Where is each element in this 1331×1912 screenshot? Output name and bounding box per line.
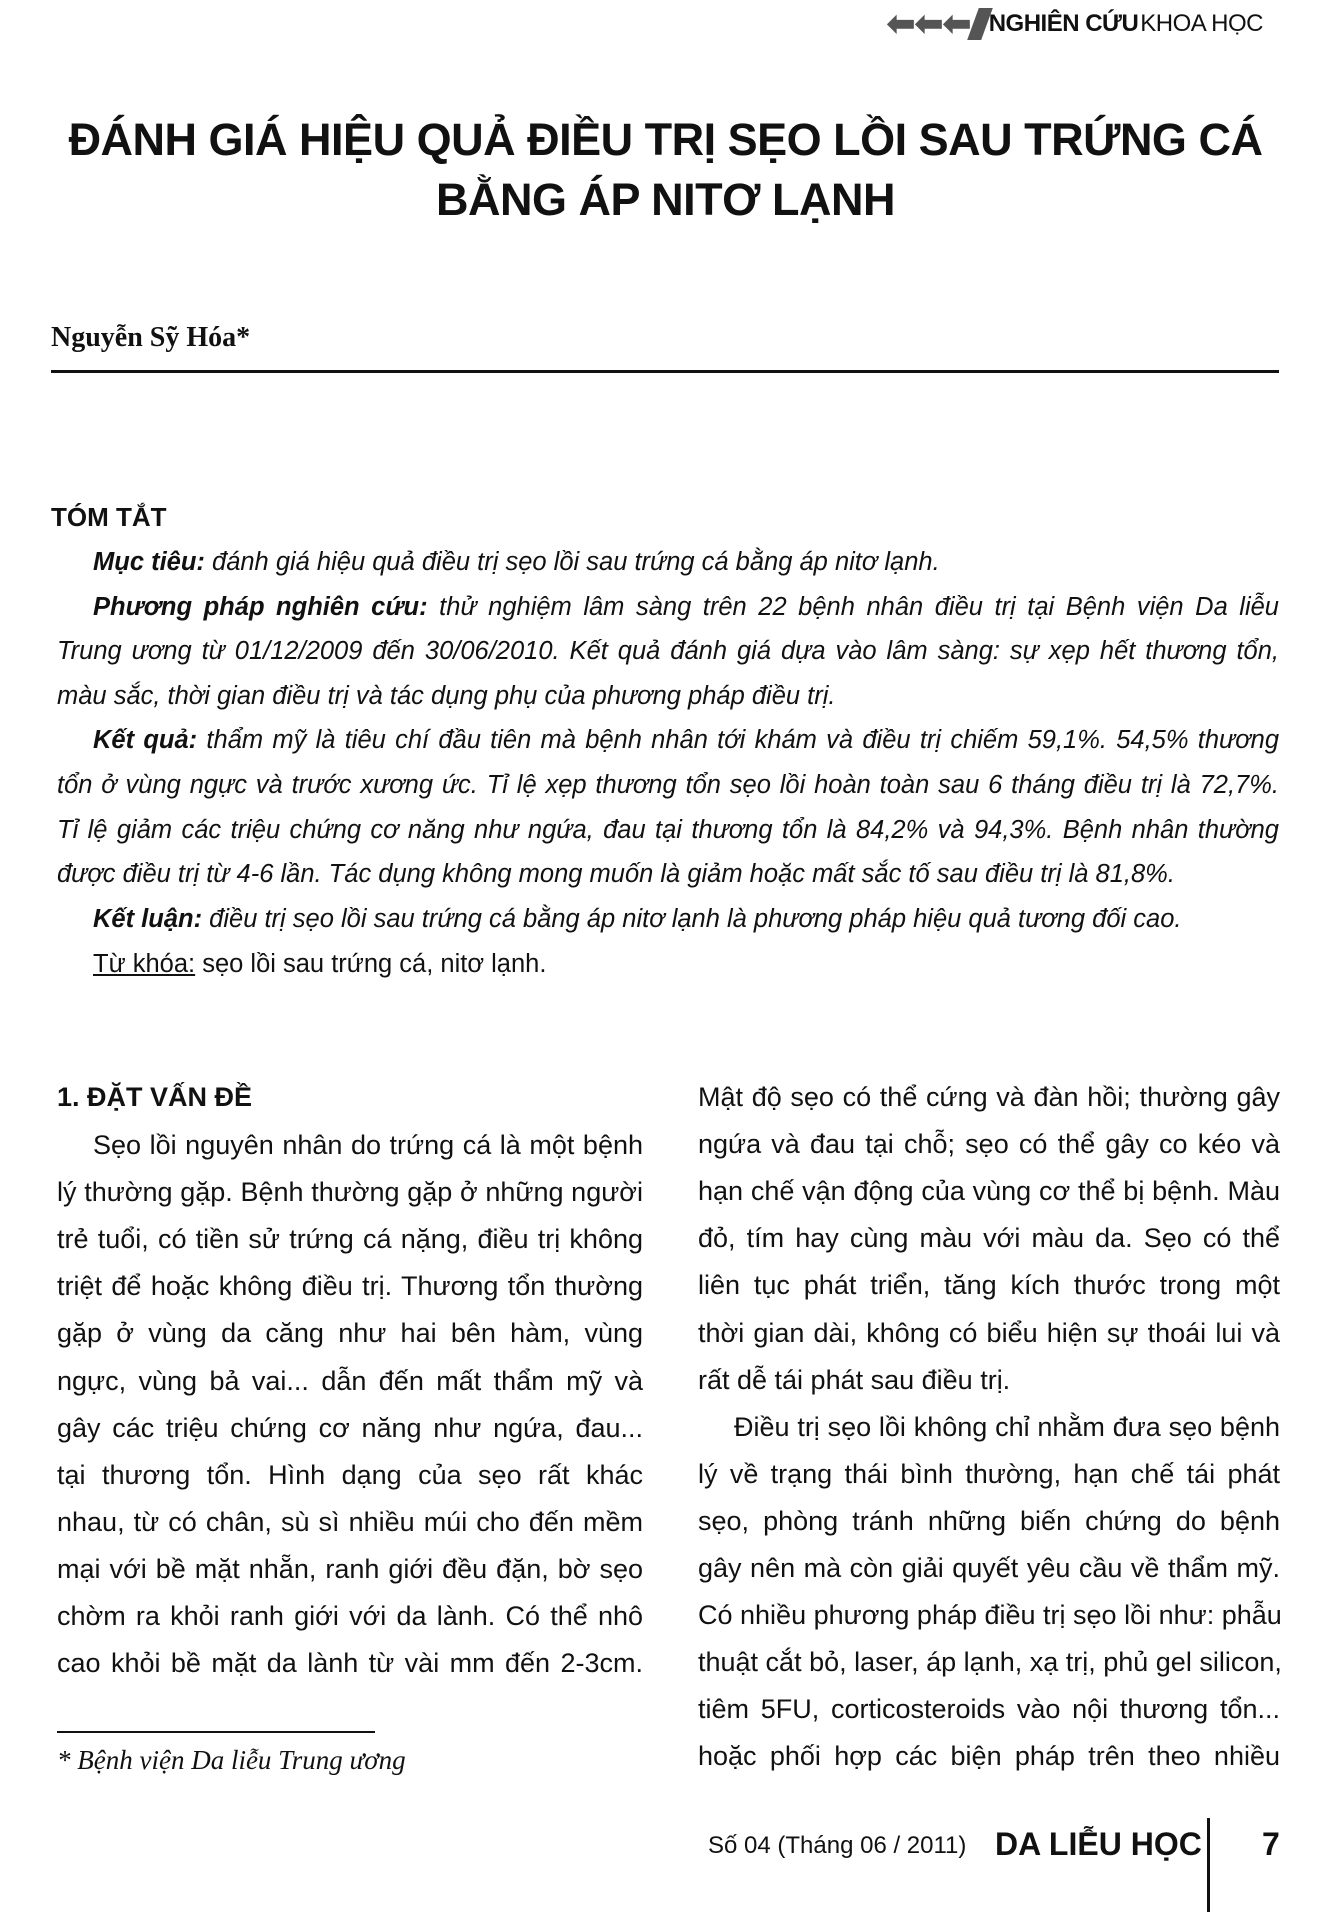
arrow-left-icon: ⬅⬅⬅ bbox=[886, 5, 971, 43]
abstract-text: Tỉ lệ giảm các triệu chứng cơ năng như ngứa, đau tại thương tổn là 84,2% và 94,3%. Bệnh nhân thường bbox=[57, 815, 1279, 844]
body-text-line: tiêm 5FU, corticosteroids vào nội thương tổn... bbox=[698, 1694, 1280, 1725]
issue-info: Số 04 (Tháng 06 / 2011) bbox=[708, 1832, 967, 1859]
abstract-text: điều trị sẹo lồi sau trứng cá bằng áp nitơ lạnh là phương pháp hiệu quả tương đối cao. bbox=[202, 904, 1182, 933]
abstract-line bbox=[93, 726, 1279, 770]
abstract-text: thử nghiệm lâm sàng trên 22 bệnh nhân điều trị tại Bệnh viện Da liễu bbox=[427, 592, 1279, 621]
body-text-line: hoặc phối hợp các biện pháp trên theo nhiều bbox=[698, 1741, 1280, 1772]
body-text-line: ngứa và đau tại chỗ; sẹo có thể gây co kéo và bbox=[698, 1129, 1280, 1160]
divider bbox=[51, 370, 1279, 373]
abstract-label: Kết luận: bbox=[93, 904, 203, 933]
section-header bbox=[887, 4, 1263, 44]
section-header-bold: NGHIÊN CỨU bbox=[988, 10, 1139, 37]
abstract-label: Kết quả: bbox=[93, 726, 198, 755]
body-text-line: gây các triệu chứng cơ năng như ngứa, đau... bbox=[57, 1412, 643, 1443]
abstract-line bbox=[57, 637, 1279, 681]
body-text-line: Sẹo lồi nguyên nhân do trứng cá là một bệnh bbox=[93, 1130, 643, 1160]
body-text-line: trẻ tuổi, có tiền sử trứng cá nặng, điều trị không bbox=[57, 1224, 643, 1255]
abstract-text: được điều trị từ 4-6 lần. Tác dụng không mong muốn là giảm hoặc mất sắc tố sau điều trị là 81,8%. bbox=[57, 860, 1175, 889]
abstract-heading: TÓM TẮT bbox=[51, 502, 167, 532]
abstract-line bbox=[93, 905, 1279, 949]
title-line: ĐÁNH GIÁ HIỆU QUẢ ĐIỀU TRỊ SẸO LỒI SAU TRỨNG CÁ bbox=[68, 114, 1263, 165]
body-text-line: đỏ, tím hay cùng màu với màu da. Sẹo có thể bbox=[698, 1223, 1280, 1254]
body-text-line: sẹo, phòng tránh những biến chứng do bệnh bbox=[698, 1505, 1280, 1536]
footnote: * Bệnh viện Da liễu Trung ương bbox=[57, 1745, 406, 1775]
abstract-line bbox=[57, 682, 1279, 726]
body-text-line: liên tục phát triển, tăng kích thước trong một bbox=[698, 1270, 1280, 1301]
body-text-line: lý về trạng thái bình thường, hạn chế tái phát bbox=[698, 1458, 1280, 1489]
footer-divider bbox=[1207, 1818, 1210, 1912]
abstract-label: Phương pháp nghiên cứu: bbox=[93, 592, 428, 621]
body-text-line: mại với bề mặt nhẵn, ranh giới đều đặn, bờ sẹo bbox=[57, 1553, 643, 1584]
body-text-line: chờm ra khỏi ranh giới với da lành. Có thể nhô bbox=[57, 1601, 643, 1631]
body-text-line: nhau, từ có chân, sù sì nhiều múi cho đến mềm bbox=[57, 1506, 643, 1537]
abstract-text: thẩm mỹ là tiêu chí đầu tiên mà bệnh nhân tới khám và điều trị chiếm 59,1%. 54,5% thương bbox=[197, 726, 1279, 755]
body-text-line: rất dễ tái phát sau điều trị. bbox=[698, 1364, 1011, 1395]
journal-name: DA LIỄU HỌC bbox=[995, 1826, 1202, 1862]
abstract-line bbox=[57, 860, 1279, 904]
abstract-line bbox=[93, 593, 1279, 637]
body-text-line: lý thường gặp. Bệnh thường gặp ở những người bbox=[57, 1177, 643, 1208]
abstract-line bbox=[57, 771, 1279, 815]
body-text-line: hạn chế vận động của vùng cơ thể bị bệnh. Màu bbox=[698, 1176, 1280, 1207]
body-text-line: cao khỏi bề mặt da lành từ vài mm đến 2-3cm. bbox=[57, 1648, 643, 1679]
abstract-line bbox=[93, 548, 1279, 592]
article-title bbox=[0, 110, 1331, 230]
title-line: BẰNG ÁP NITƠ LẠNH bbox=[435, 174, 896, 225]
abstract-label: Mục tiêu: bbox=[93, 548, 205, 576]
author: Nguyễn Sỹ Hóa* bbox=[51, 322, 251, 353]
body-text-line: gặp ở vùng da căng như hai bên hàm, vùng bbox=[57, 1318, 643, 1349]
body-text-line: thời gian dài, không có biểu hiện sự thoái lui và bbox=[698, 1317, 1280, 1348]
abstract-text: màu sắc, thời gian điều trị và tác dụng phụ của phương pháp điều trị. bbox=[57, 681, 836, 710]
keywords bbox=[93, 950, 546, 979]
keywords-value: sẹo lồi sau trứng cá, nitơ lạnh. bbox=[195, 950, 547, 978]
abstract-text: đánh giá hiệu quả điều trị sẹo lồi sau trứng cá bằng áp nitơ lạnh. bbox=[204, 548, 940, 576]
abstract-text: tổn ở vùng ngực và trước xương ức. Tỉ lệ xẹp thương tổn sẹo lồi hoàn toàn sau 6 tháng điều trị là 72,7%. bbox=[57, 771, 1279, 799]
body-text-line: Có nhiều phương pháp điều trị sẹo lồi như: phẫu bbox=[698, 1600, 1282, 1631]
body-text-line: ngực, vùng bả vai... dẫn đến mất thẩm mỹ và bbox=[57, 1365, 643, 1396]
section-heading: 1. ĐẶT VẤN ĐỀ bbox=[57, 1082, 253, 1112]
page-number: 7 bbox=[1262, 1826, 1280, 1862]
footnote-divider bbox=[57, 1731, 375, 1733]
keywords-label: Từ khóa: bbox=[93, 950, 196, 978]
section-header-light: KHOA HỌC bbox=[1140, 10, 1263, 37]
abstract-text: Trung ương từ 01/12/2009 đến 30/06/2010. Kết quả đánh giá dựa vào lâm sàng: sự xẹp hết thương tổn, bbox=[57, 637, 1279, 666]
body-text-line: tại thương tổn. Hình dạng của sẹo rất khác bbox=[57, 1459, 643, 1490]
body-text-line: thuật cắt bỏ, laser, áp lạnh, xạ trị, phủ gel silicon, bbox=[698, 1647, 1282, 1678]
body-text-line: triệt để hoặc không điều trị. Thương tổn thường bbox=[57, 1271, 643, 1302]
body-text-line: gây nên mà còn giải quyết yêu cầu về thẩm mỹ. bbox=[698, 1553, 1280, 1583]
body-text-line: Mật độ sẹo có thể cứng và đàn hồi; thường gây bbox=[698, 1082, 1280, 1112]
abstract-line bbox=[57, 816, 1279, 860]
body-text-line: Điều trị sẹo lồi không chỉ nhằm đưa sẹo bệnh bbox=[734, 1411, 1280, 1442]
